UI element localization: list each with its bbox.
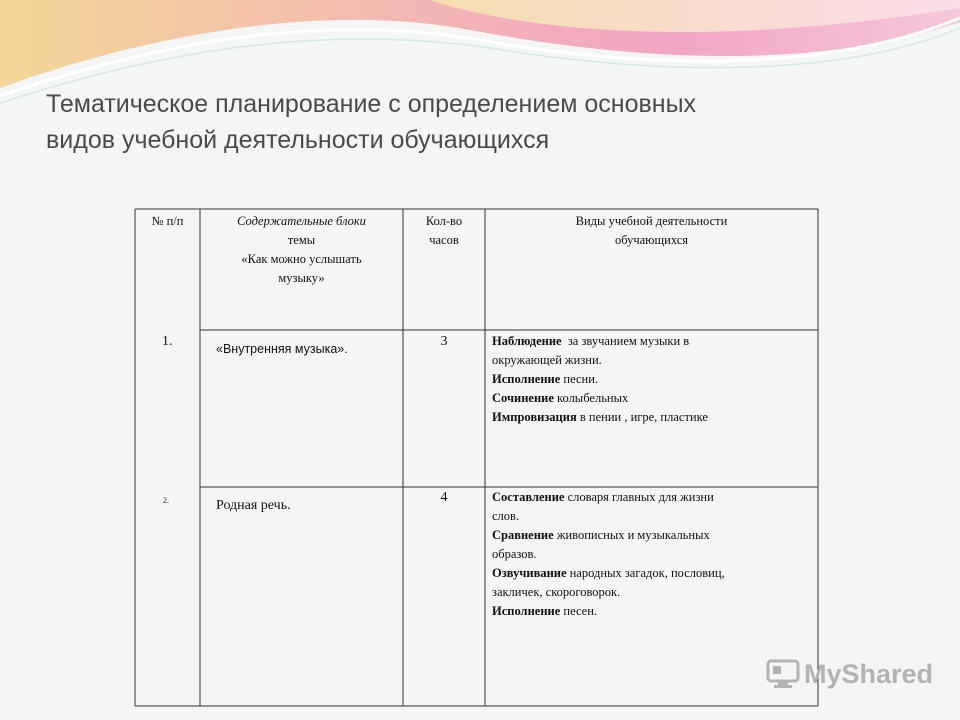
header-hours-line: Кол-во bbox=[425, 214, 463, 228]
row-1-block: «Внутренняя музыка». bbox=[216, 342, 348, 356]
header-activities bbox=[485, 212, 818, 250]
header-content-blocks-line: «Как можно услышать bbox=[241, 252, 362, 266]
activity-line: Исполнение песен. bbox=[492, 604, 598, 618]
activity-line: образов. bbox=[492, 547, 537, 561]
activity-line: окружающей жизни. bbox=[492, 353, 602, 367]
activity-line: слов. bbox=[492, 509, 520, 523]
activity-line: Исполнение песни. bbox=[492, 372, 599, 386]
activity-line: закличек, скороговорок. bbox=[492, 585, 621, 599]
watermark-text: MyShared bbox=[804, 658, 934, 689]
row-2-activities bbox=[492, 488, 814, 621]
row-2-block: Родная речь. bbox=[216, 498, 291, 513]
header-hours-line: часов bbox=[429, 233, 459, 247]
header-content-blocks-line: темы bbox=[287, 233, 316, 247]
row-1-hours: 3 bbox=[440, 334, 448, 349]
slide-title-line-2: видов учебной деятельности обучающихся bbox=[46, 126, 550, 154]
row-1-number: 1. bbox=[162, 334, 173, 349]
header-activities-line: обучающихся bbox=[614, 233, 689, 247]
activity-line: Составление словаря главных для жизни bbox=[492, 490, 714, 504]
header-content-blocks-line: Содержательные блоки bbox=[237, 214, 366, 228]
activity-line: Озвучивание народных загадок, пословиц, bbox=[492, 566, 725, 580]
header-content-blocks bbox=[200, 212, 403, 288]
header-content-blocks-line: музыку» bbox=[278, 271, 325, 285]
row-2-number: 2. bbox=[163, 496, 169, 505]
monitor-icon bbox=[766, 659, 800, 689]
activity-line: Сочинение колыбельных bbox=[492, 391, 629, 405]
activity-line: Сравнение живописных и музыкальных bbox=[492, 528, 710, 542]
row-1-activities bbox=[492, 332, 814, 427]
header-activities-line: Виды учебной деятельности bbox=[575, 214, 728, 228]
slide-title-line-1: Тематическое планирование с определением основных bbox=[46, 90, 697, 118]
activity-line: Импровизация в пении , игре, пластике bbox=[492, 410, 708, 424]
header-hours bbox=[403, 212, 485, 250]
myshared-watermark[interactable] bbox=[766, 656, 933, 692]
activity-line: Наблюдение за звучанием музыки в bbox=[492, 334, 690, 348]
row-2-hours: 4 bbox=[440, 490, 448, 505]
header-number: № п/п bbox=[151, 214, 184, 228]
